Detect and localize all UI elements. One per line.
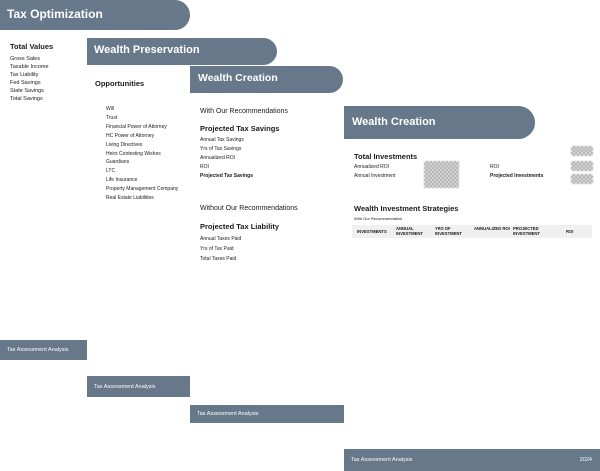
redacted-values <box>424 161 459 188</box>
list-item: Gross Sales <box>10 56 40 62</box>
list-item: Living Directives <box>106 141 143 148</box>
list-item: Heirs Contesting Wishes <box>106 150 161 157</box>
opportunities-list <box>106 105 178 203</box>
with-recommendations-heading: With Our Recommendations <box>200 108 288 115</box>
list-item: Real Estate Liabilities <box>106 195 154 202</box>
column-header: ANNUAL INVESTMENT <box>396 226 423 236</box>
page-title: Wealth Creation <box>198 72 278 84</box>
list-item: Annual Taxes Paid <box>200 236 242 242</box>
footer-text: Tax Assessment Analysis <box>197 411 259 417</box>
list-item: Guardians <box>106 159 130 166</box>
savings-list <box>200 136 253 181</box>
roi-label: ROI <box>490 164 499 170</box>
footer-year: 2024 <box>579 457 592 463</box>
projected-tax-liability-heading: Projected Tax Liability <box>200 222 280 231</box>
list-item: ROI <box>200 164 209 170</box>
list-item: HC Power of Attorney <box>106 132 155 139</box>
projected-investments-label: Projected Investments <box>490 173 544 179</box>
page-wealth-creation-investments <box>344 106 600 471</box>
list-item: Yrs of Tax Paid <box>200 246 234 252</box>
projected-tax-savings-heading: Projected Tax Savings <box>200 124 280 133</box>
column-header: YRS OF INVESTMENT <box>435 226 462 236</box>
column-header: ROI <box>566 229 574 234</box>
list-item: State Savings <box>10 88 44 94</box>
list-item: Yrs of Tax Savings <box>200 146 242 152</box>
savings-total-label: Projected Tax Savings <box>200 173 253 179</box>
list-item: Tax Liability <box>10 72 39 78</box>
footer-text: Tax Assessment Analysis <box>94 383 156 390</box>
list-item: Fed Savings <box>10 80 41 86</box>
column-header: ANNUALIZED ROI <box>474 226 510 231</box>
total-investments-heading: Total Investments <box>354 152 418 161</box>
page-title-bar <box>87 38 277 65</box>
list-item: Taxable Income <box>10 64 49 70</box>
page-footer <box>344 449 600 471</box>
without-recommendations-heading: Without Our Recommendations <box>200 205 298 212</box>
values-list <box>10 55 49 103</box>
list-item: Trust <box>106 114 118 121</box>
page-footer <box>0 340 87 360</box>
list-item: Total Taxes Paid <box>200 256 237 262</box>
list-item: Total Savings <box>10 96 43 102</box>
footer-text: Tax Assessment Analysis <box>351 457 413 463</box>
list-item: LTC <box>106 168 116 175</box>
annualized-roi-label: Annualized ROI <box>354 164 390 170</box>
annual-investment-label: Annual Investment <box>354 173 396 179</box>
list-item: Will <box>106 106 115 112</box>
page-title-bar <box>344 106 535 139</box>
column-header: PROJECTED INVESTMENT <box>513 226 540 236</box>
page-title-bar <box>0 0 190 30</box>
list-item: Annual Tax Savings <box>200 137 244 143</box>
strategies-heading: Wealth Investment Strategies <box>354 204 459 213</box>
list-item: Property Management Company <box>106 186 179 193</box>
with-recommendation-note: With Our Recommendation <box>354 216 403 221</box>
strategies-table-header <box>352 225 592 238</box>
section-heading: Opportunities <box>95 79 145 88</box>
list-item: Financial Power of Attorney <box>106 123 167 130</box>
section-heading: Total Values <box>10 42 54 51</box>
redacted-value <box>571 146 593 156</box>
column-header: INVESTMENTS <box>357 229 387 234</box>
page-title: Wealth Creation <box>352 116 436 128</box>
page-footer <box>190 405 344 423</box>
list-item: Annualized ROI <box>200 155 236 161</box>
page-title: Tax Optimization <box>7 7 103 21</box>
redacted-value <box>571 161 593 171</box>
page-footer <box>87 376 190 397</box>
list-item: Life Insurance <box>106 177 138 184</box>
redacted-value <box>571 174 593 184</box>
page-title: Wealth Preservation <box>94 44 200 56</box>
page-title-bar <box>190 66 343 93</box>
liability-list <box>200 234 241 264</box>
footer-text: Tax Assessment Analysis <box>7 347 69 353</box>
